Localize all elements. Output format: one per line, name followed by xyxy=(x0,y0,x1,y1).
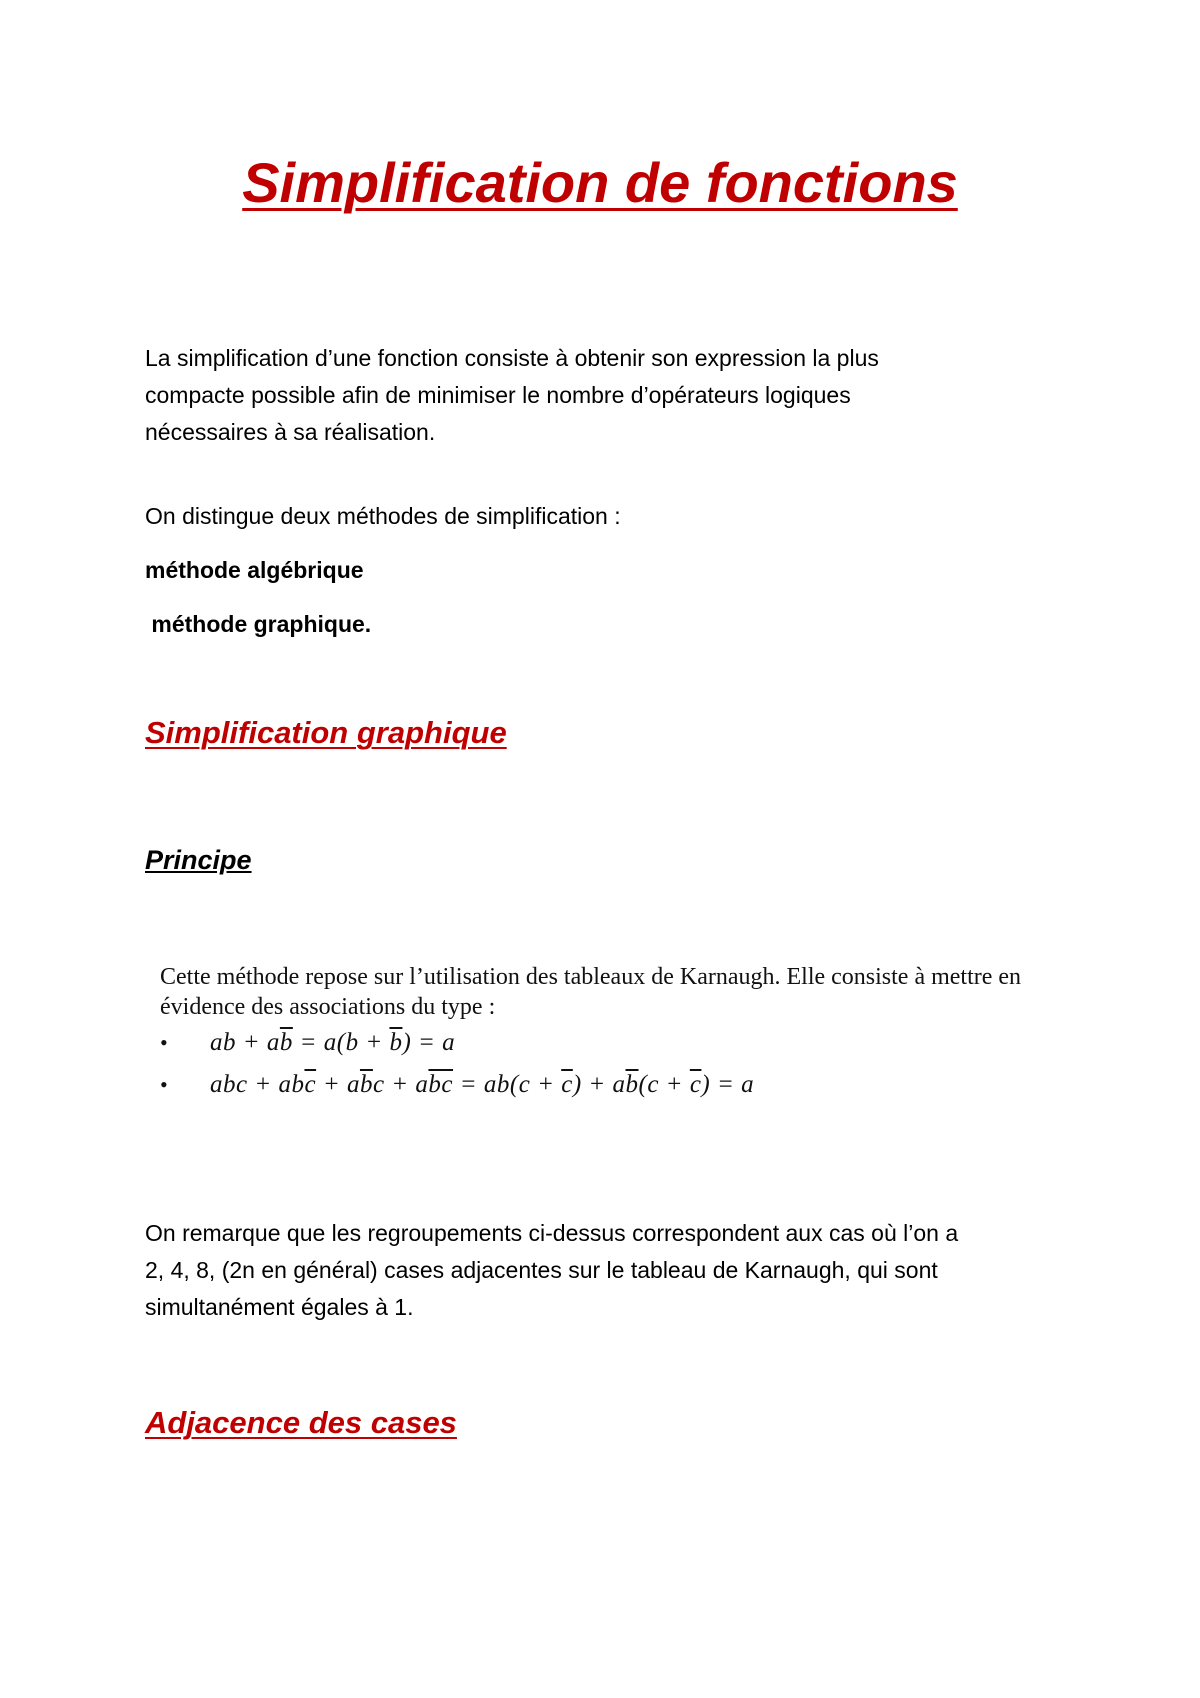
bullet-icon: • xyxy=(160,1072,168,1097)
scan-line: Cette méthode repose sur l’utilisation des tableaux de Karnaugh. Elle consiste à mettre en xyxy=(160,964,1022,990)
intro-line: compacte possible afin de minimiser le nombre d’opérateurs logiques xyxy=(145,382,851,408)
formula-2: abc + $ab\overline{c} + a\overline{b}c + a\overline{bc} = ab(c + \overline{c}) + a\overline{b}(c + \overline{c}) = a$ xyxy=(210,1071,755,1098)
bullet-icon: • xyxy=(160,1030,168,1055)
formula-row-2 xyxy=(160,1064,1060,1106)
scanned-excerpt xyxy=(160,962,1060,1106)
formula-1: ab + $a\overline{b} = a(b + \overline{b}) = a$ xyxy=(210,1029,456,1056)
section-heading-graphique: Simplification graphique xyxy=(145,715,507,750)
page-title: Simplification de fonctions xyxy=(242,151,958,214)
remark-line: On remarque que les regroupements ci-dessus correspondent aux cas où l’on a xyxy=(145,1220,959,1246)
methods-intro: On distingue deux méthodes de simplification : xyxy=(145,503,621,529)
intro-line: La simplification d’une fonction consiste à obtenir son expression la plus xyxy=(145,345,879,371)
method-algebraic: méthode algébrique xyxy=(145,557,364,583)
intro-paragraph xyxy=(145,340,1075,451)
principe-heading: Principe xyxy=(145,845,252,875)
scan-line: évidence des associations du type : xyxy=(160,994,496,1020)
intro-line: nécessaires à sa réalisation. xyxy=(145,419,436,445)
remark-line: 2, 4, 8, (2n en général) cases adjacentes sur le tableau de Karnaugh, qui sont xyxy=(145,1257,938,1283)
section-heading-adjacence: Adjacence des cases xyxy=(145,1405,457,1440)
remark-paragraph xyxy=(145,1215,1075,1326)
remark-line: simultanément égales à 1. xyxy=(145,1294,414,1320)
formula-row-1 xyxy=(160,1022,1060,1064)
method-graphic: méthode graphique. xyxy=(145,611,372,637)
